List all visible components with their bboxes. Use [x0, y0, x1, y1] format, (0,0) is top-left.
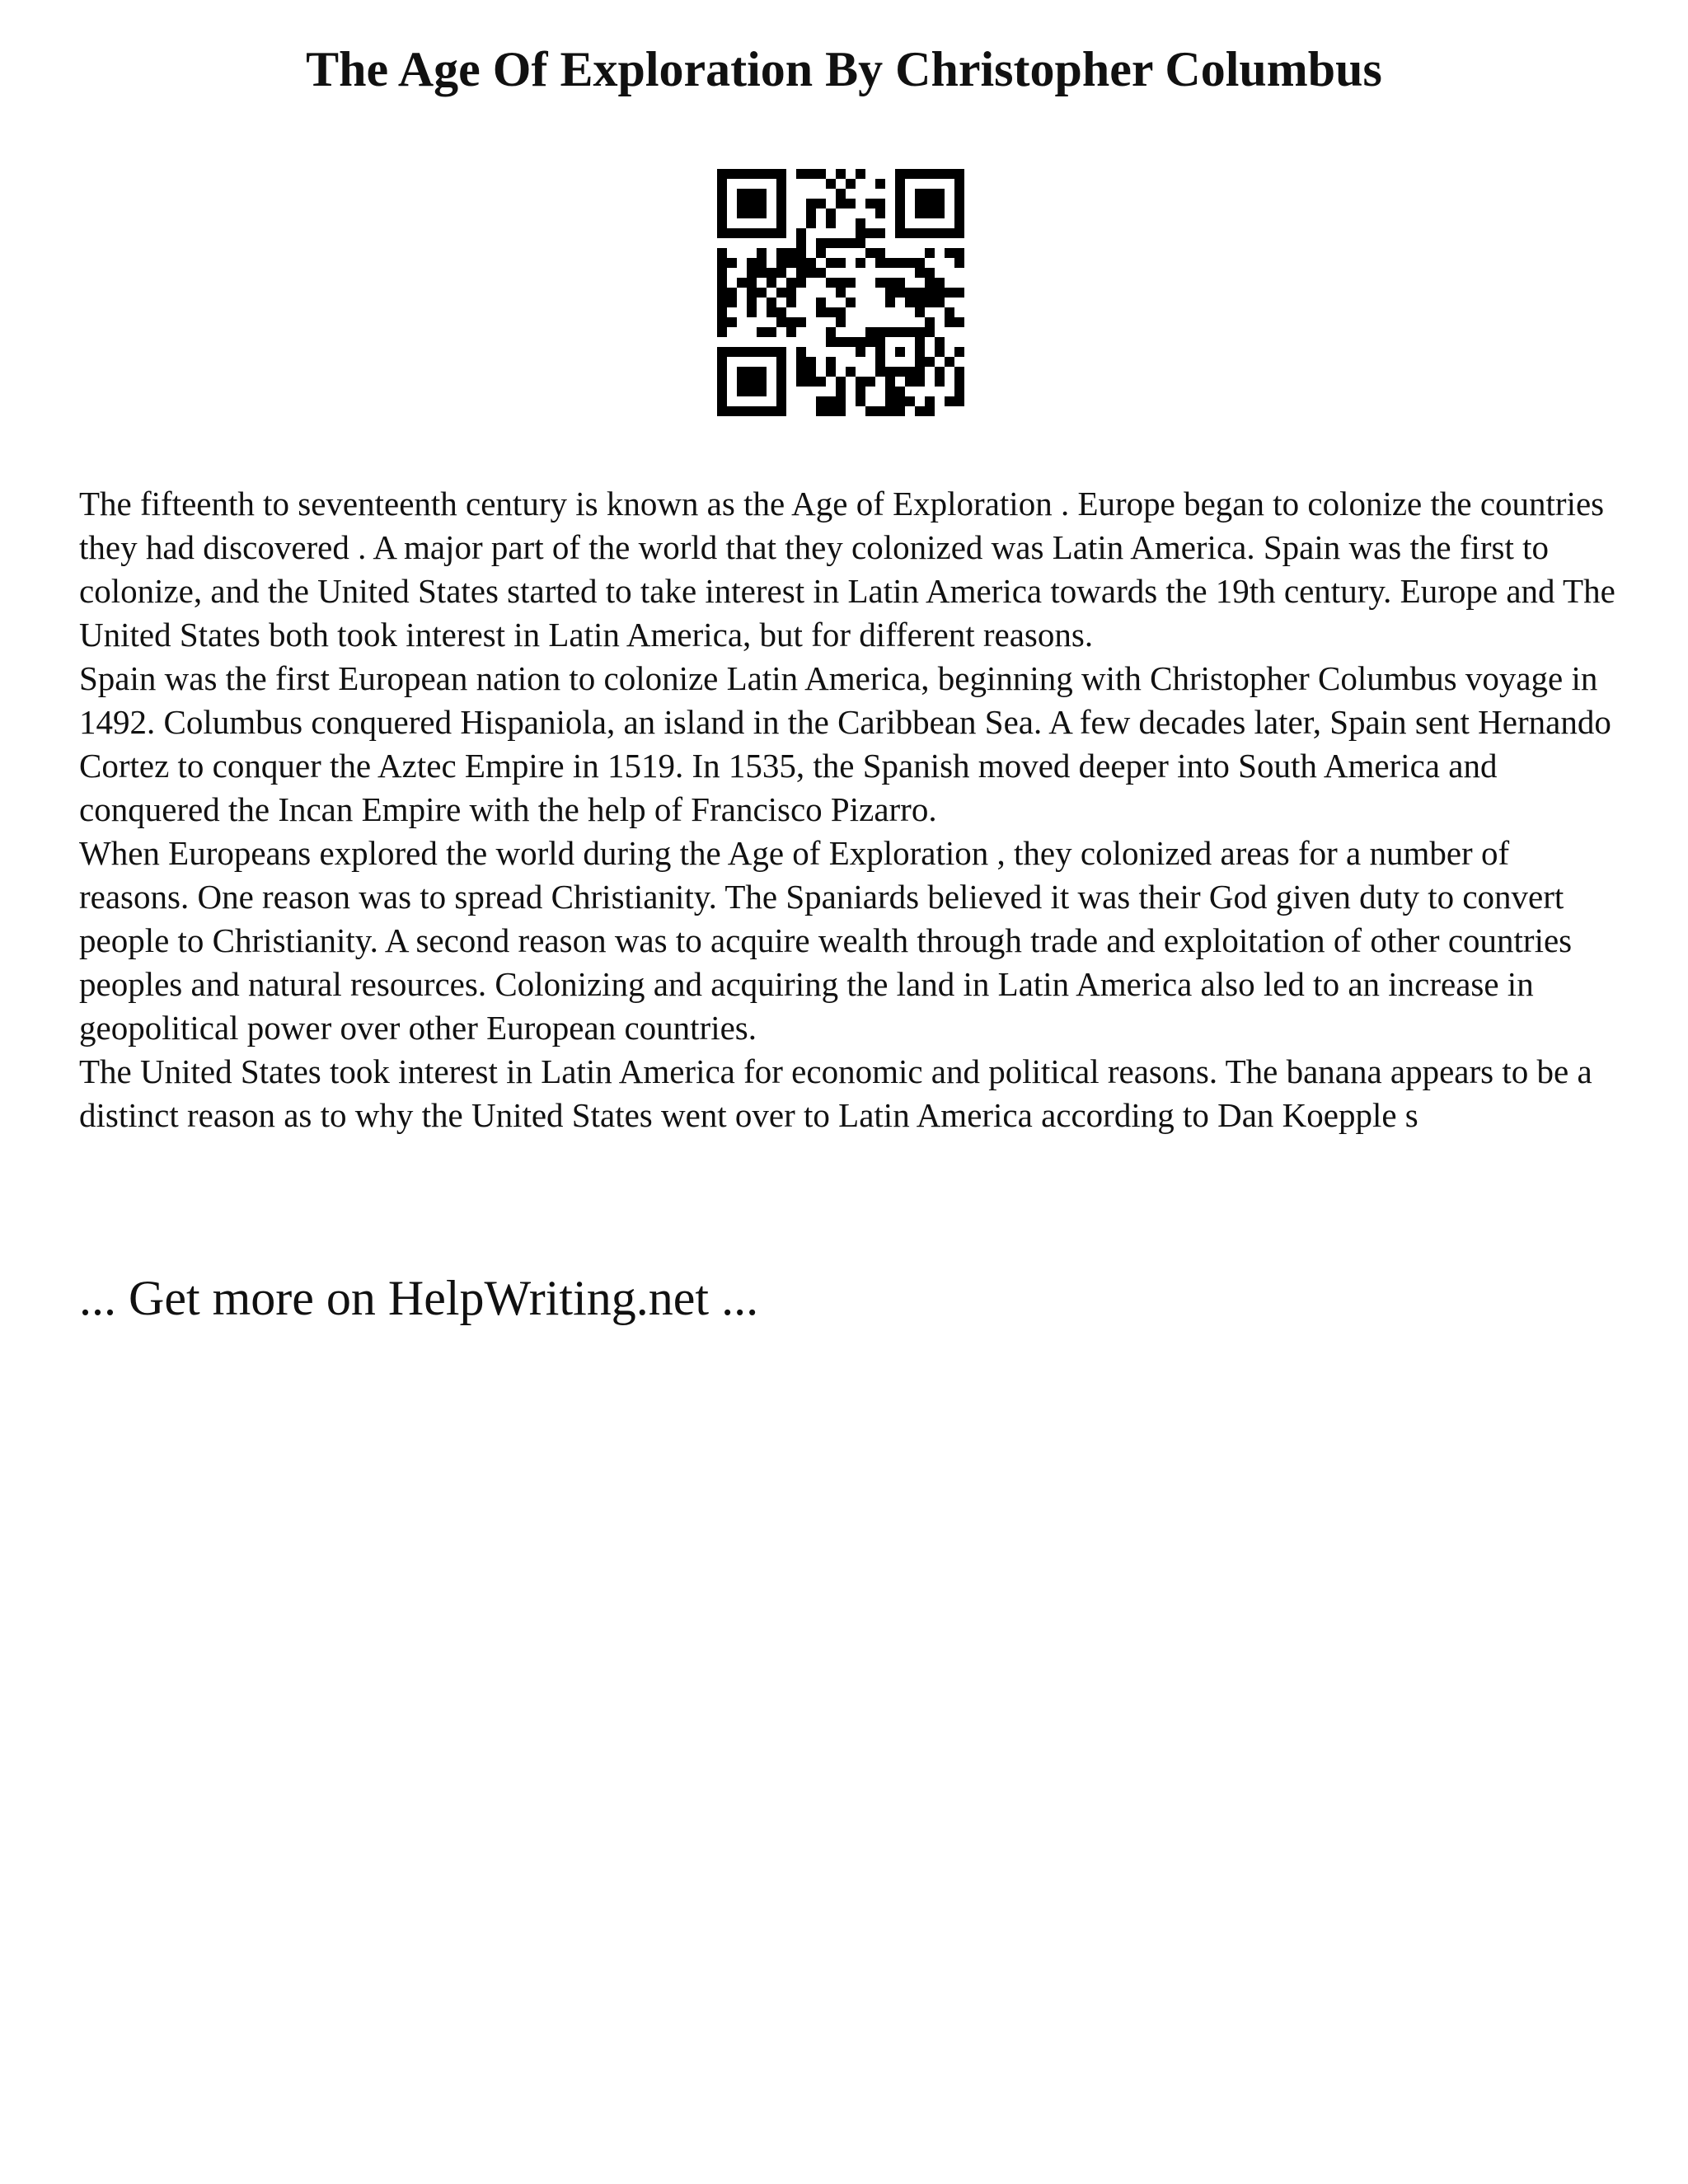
paragraph-1: The fifteenth to seventeenth century is known as the Age of Exploration . Europe began to colonize the countries they had discovered . A major part of the world that they colonized was Latin America. Spain was the first to colonize, and the United States started to take interest in Latin America towards the 19th century. Europe and The United States both took interest in Latin America, but for different reasons.: [79, 485, 1615, 654]
qr-code-graphic: [717, 169, 964, 416]
paragraph-4: The United States took interest in Latin America for economic and political reasons. The banana appears to be a distinct reason as to why the United States went over to Latin America according to Dan Koepple s: [79, 1052, 1592, 1134]
paragraph-2: Spain was the first European nation to colonize Latin America, beginning with Christopher Columbus voyage in 1492. Columbus conquered Hispaniola, an island in the Caribbean Sea. A few decades later, Spain sent Hernando Cortez to conquer the Aztec Empire in 1519. In 1535, the Spanish moved deeper into South America and conquered the Incan Empire with the help of Francisco Pizarro.: [79, 659, 1611, 828]
qr-code-icon[interactable]: [717, 169, 964, 416]
page-title: The Age Of Exploration By Christopher Columbus: [306, 42, 1382, 96]
article-body: [79, 482, 1620, 1137]
paragraph-3: When Europeans explored the world during the Age of Exploration , they colonized areas for a number of reasons. One reason was to spread Christianity. The Spaniards believed it was their God given duty to convert people to Christianity. A second reason was to acquire wealth through trade and exploitation of other countries peoples and natural resources. Colonizing and acquiring the land in Latin America also led to an increase in geopolitical power over other European countries.: [79, 834, 1573, 1047]
get-more-link[interactable]: ... Get more on HelpWriting.net ...: [79, 1271, 759, 1325]
